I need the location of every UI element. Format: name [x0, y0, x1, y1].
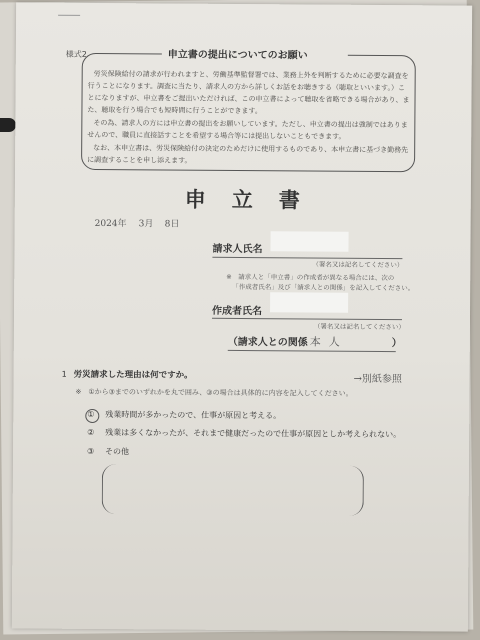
- notice-title-wrap: [162, 47, 348, 64]
- redacted-claimant-name: [270, 231, 348, 252]
- relation-close: ）: [391, 338, 402, 350]
- relation-value: 本人: [309, 335, 348, 349]
- notice-line-1: 労災保険給付の請求が行われますと、労働基準監督署では、業務上外を判断するために必要な調査を: [93, 69, 409, 81]
- question-number: 1: [61, 369, 67, 379]
- notice-line-6: せんので、職員に直接話すことを希望する場合等には提出しないこともできます。: [87, 130, 346, 141]
- redacted-creator-name: [270, 292, 348, 313]
- notice-title: 申立書の提出についてのお願い: [167, 49, 308, 62]
- form-title: 申立書: [184, 187, 326, 213]
- date-year: 2024年: [94, 218, 127, 230]
- option-1-text: 残業時間が多かったので、仕事が原因と考える。: [105, 410, 282, 421]
- handwritten-note: →別紙参照: [353, 373, 402, 386]
- question-text: 労災請求した理由は何ですか。: [73, 369, 193, 381]
- sign-note-claimant: （署名又は記名してください）: [312, 260, 404, 270]
- option-2-text: 残業は多くなかったが、それまで健康だったので仕事が原因としか考えられない。: [105, 428, 402, 440]
- paper-mark: [58, 15, 80, 16]
- notice-line-7: なお、本申立書は、労災保険給付の決定のためだけに使用するものであり、本申立書に基づき勤務先: [93, 143, 409, 155]
- note-line-1: ※ 請求人と「申立書」の作成者が異なる場合には、次の: [226, 272, 395, 283]
- notice-line-4: た、聴取を行う場合でも短時間に行うことができます。: [87, 105, 262, 116]
- relation-label: （請求人との関係: [227, 336, 308, 349]
- option-3-mark: ③: [87, 446, 95, 456]
- option-3-text: その他: [105, 447, 130, 457]
- pen-tip: [0, 118, 16, 132]
- date-day: 8日: [164, 219, 180, 230]
- sign-note-creator: （署名又は記名してください）: [313, 322, 405, 332]
- note-line-2: 「作成者氏名」及び「請求人との関係」を記入してください。: [232, 282, 415, 293]
- date-month: 3月: [138, 219, 154, 230]
- option-2-mark: ②: [87, 427, 95, 437]
- relation-line: [228, 350, 396, 352]
- other-reason-bracket: [102, 464, 364, 516]
- notice-line-3: とになりますが、申立書をご提出いただければ、この申立書によって聴取を省略できる場合があり、ま: [87, 93, 410, 105]
- claimant-line: [212, 257, 402, 259]
- notice-line-5: その為、請求人の方には申立書の提出をお願いしています。ただし、申立書の提出は強制ではありま: [93, 118, 408, 130]
- notice-line-8: に調査することを申し添えます。: [87, 155, 192, 165]
- option-1-mark: ①: [87, 409, 95, 419]
- creator-line: [212, 318, 402, 320]
- form-page: [12, 2, 472, 631]
- claimant-label: 請求人氏名: [212, 243, 263, 256]
- notice-line-2: 行うことになります。調査に当たり、請求人の方から詳しくお話をお聴きする（聴取といいます。）こ: [87, 81, 406, 93]
- form-number: 様式2: [65, 49, 87, 59]
- creator-label: 作成者氏名: [212, 305, 263, 318]
- question-instruction: ※ ①から③までのいずれかを丸で囲み、③の場合は具体的に内容を記入してください。: [75, 387, 353, 398]
